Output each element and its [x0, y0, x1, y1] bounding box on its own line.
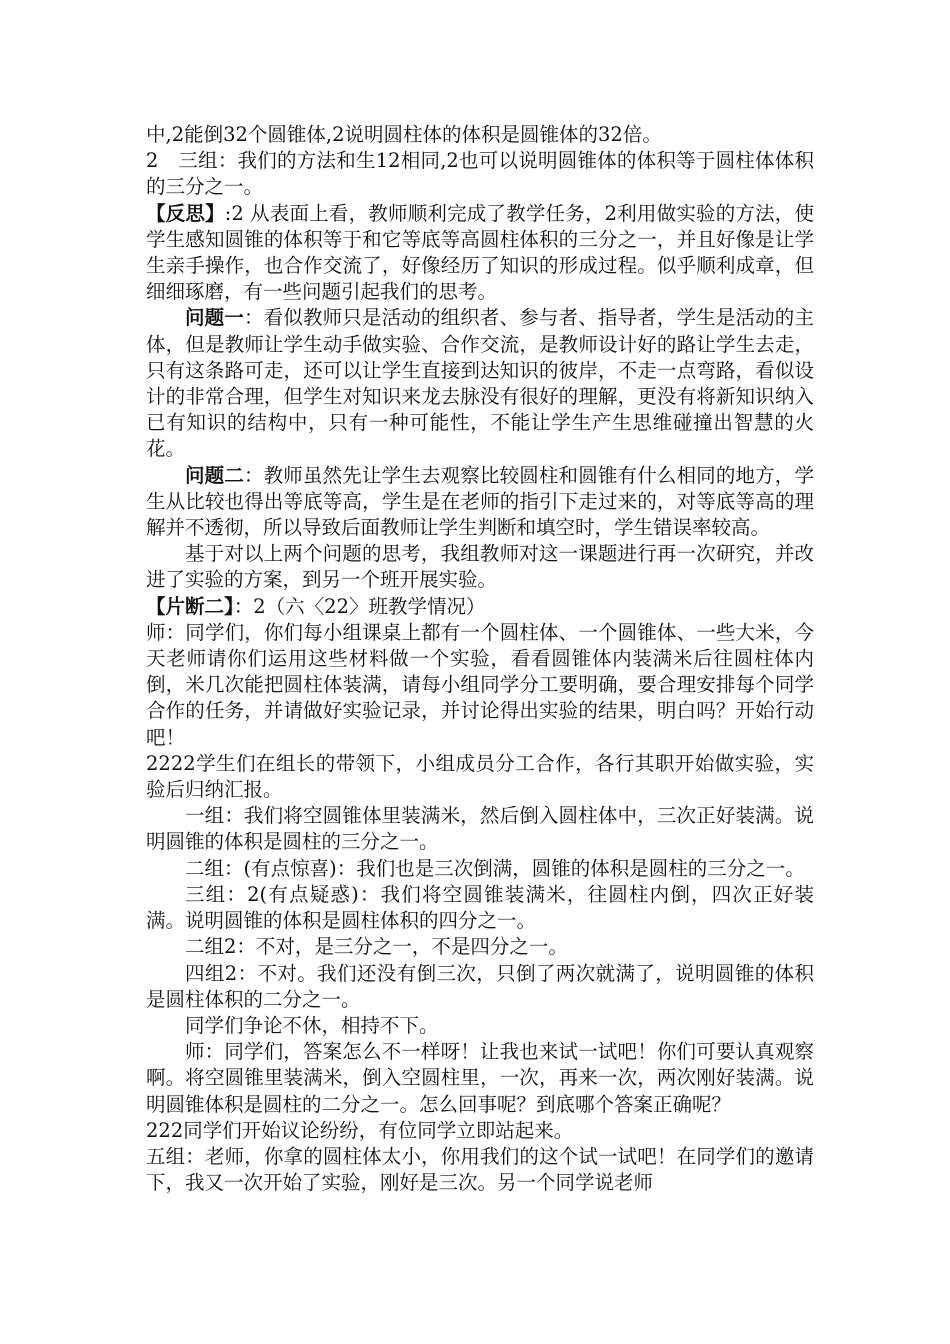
paragraph-10 [146, 803, 814, 855]
segment-two-label: 【片断二】 [146, 594, 234, 618]
question-two-label: 问题二 [185, 463, 244, 487]
document-body [146, 122, 814, 1196]
paragraph-13-text: 二组2：不对，是三分之一，不是四分之一。 [185, 935, 568, 959]
paragraph-2-text: 2 三组：我们的方法和生12相同,2也可以说明圆锥体的体积等于圆柱体体积的三分之一。 [146, 149, 814, 199]
paragraph-6-text: 基于对以上两个问题的思考，我组教师对这一课题进行再一次研究，并改进了实验的方案，到另一个班开展实验。 [146, 542, 814, 592]
paragraph-8 [146, 620, 814, 751]
paragraph-10-text: 一组：我们将空圆锥体里装满米，然后倒入圆柱体中，三次正好装满。说明圆锥的体积是圆柱的三分之一。 [146, 804, 814, 854]
paragraph-14-text: 四组2：不对。我们还没有倒三次，只倒了两次就满了，说明圆锥的体积是圆柱体积的二分之一。 [146, 961, 814, 1011]
paragraph-question-one [146, 305, 814, 462]
segment-two-text: ：2（六〈22〉班教学情况） [233, 594, 486, 618]
paragraph-15-text: 同学们争论不休，相持不下。 [185, 1013, 439, 1037]
question-one-label: 问题一 [185, 306, 244, 330]
reflection-text: :2 从表面上看，教师顺利完成了教学任务，2利用做实验的方法，使学生感知圆锥的体积等于和它等底等高圆柱体积的三分之一，并且好像是让学生亲手操作，也合作交流了，好像经历了知识的形成过程。似乎顺利成章，但细细琢磨，有一些问题引起我们的思考。 [146, 201, 814, 304]
paragraph-reflection [146, 201, 814, 306]
reflection-label: 【反思】 [146, 201, 225, 225]
paragraph-18-text: 五组：老师，你拿的圆柱体太小，你用我们的这个试一试吧！在同学们的邀请下，我又一次开始了实验，刚好是三次。另一个同学说老师 [146, 1144, 814, 1195]
paragraph-11 [146, 856, 814, 882]
question-two-text: ：教师虽然先让学生去观察比较圆柱和圆锥有什么相同的地方，学生从比较也得出等底等高，学生是在老师的指引下走过来的，对等底等高的理解并不透彻，所以导致后面教师让学生判断和填空时，学生错误率较高。 [146, 463, 814, 540]
paragraph-18 [146, 1144, 814, 1196]
paragraph-9-text: 2222学生们在组长的带领下，小组成员分工合作，各行其职开始做实验，实验后归纳汇报。 [146, 751, 814, 802]
paragraph-17 [146, 1118, 814, 1144]
paragraph-16-text: 师：同学们，答案怎么不一样呀！让我也来试一试吧！你们可要认真观察啊。将空圆锥里装满米，倒入空圆柱里，一次，再来一次，两次刚好装满。说明圆锥体积是圆柱的二分之一。怎么回事呢？到底哪个答案正确呢？ [146, 1040, 814, 1116]
paragraph-6 [146, 541, 814, 593]
paragraph-15 [146, 1013, 814, 1039]
paragraph-8-text: 师：同学们，你们每小组课桌上都有一个圆柱体、一个圆锥体、一些大米，今天老师请你们运用这些材料做一个实验，看看圆锥体内装满米后往圆柱体内倒，米几次能把圆柱体装满，请每小组同学分工要明确，要合理安排每个同学合作的任务，并请做好实验记录，并讨论得出实验的结果，明白吗？开始行动吧！ [146, 620, 814, 749]
paragraph-segment-two [146, 594, 814, 620]
paragraph-2 [146, 148, 814, 200]
paragraph-1-text: 中,2能倒32个圆锥体,2说明圆柱体的体积是圆锥体的32倍。 [146, 123, 662, 146]
question-one-text: ：看似教师只是活动的组织者、参与者、指导者，学生是活动的主体，但是教师让学生动手做实验、合作交流，是教师设计好的路让学生去走，只有这条路可走，还可以让学生直接到达知识的彼岸，不走一点弯路，看似设计的非常合理，但学生对知识来龙去脉没有很好的理解，更没有将新知识纳入已有知识的结构中，只有一种可能性，不能让学生产生思维碰撞出智慧的火花。 [146, 306, 814, 461]
paragraph-16 [146, 1039, 814, 1118]
paragraph-13 [146, 934, 814, 960]
paragraph-17-text: 222同学们开始议论纷纷，有位同学立即站起来。 [146, 1118, 574, 1142]
paragraph-14 [146, 961, 814, 1013]
paragraph-12 [146, 882, 814, 934]
paragraph-11-text: 二组：(有点惊喜)：我们也是三次倒满，圆锥的体积是圆柱的三分之一。 [185, 856, 805, 880]
paragraph-1 [146, 122, 814, 148]
paragraph-question-two [146, 463, 814, 542]
paragraph-9 [146, 751, 814, 803]
paragraph-12-text: 三组：2(有点疑惑)：我们将空圆锥装满米，往圆柱内倒，四次正好装满。说明圆锥的体积是圆柱体积的四分之一。 [146, 882, 814, 933]
